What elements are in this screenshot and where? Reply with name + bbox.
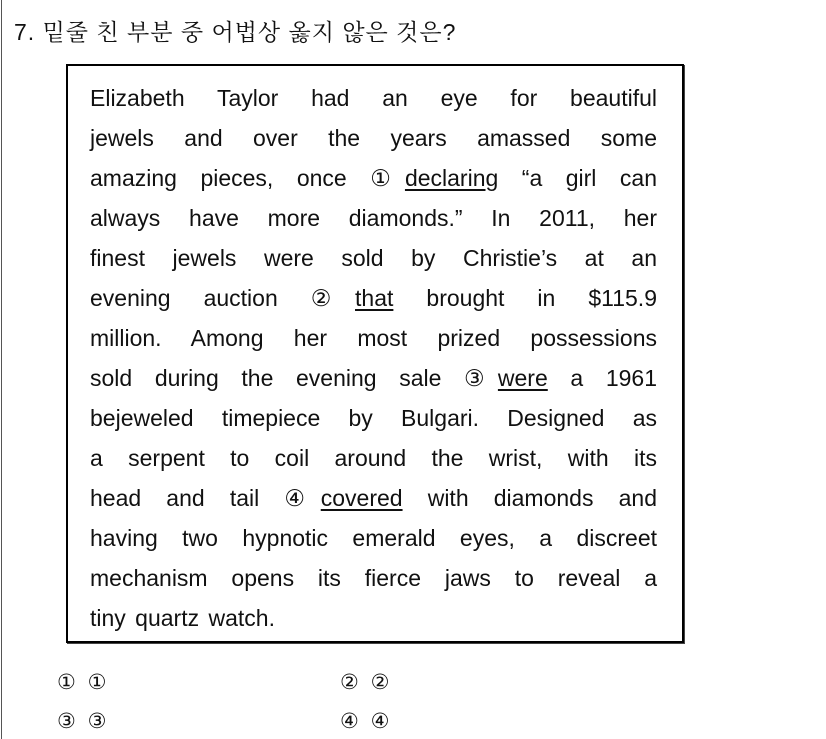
underlined-phrase: declaring — [404, 165, 499, 191]
passage-line — [90, 598, 657, 638]
underlined-phrase: that — [355, 285, 394, 311]
passage-segment: mechanism opens its fierce jaws to reveal a — [90, 565, 657, 591]
passage-segment: Elizabeth Taylor had an eye for beautiful — [90, 85, 657, 111]
passage-segment: having two hypnotic emerald eyes, a discreet — [90, 525, 657, 551]
option-text: ① — [87, 671, 107, 694]
passage-line — [90, 158, 657, 198]
passage-segment: jewels and over the years amassed some — [90, 125, 657, 151]
option-text: ③ — [87, 710, 107, 733]
passage-segment: tiny quartz watch. — [90, 605, 275, 631]
passage-segment: with diamonds and — [402, 485, 657, 511]
question-text: 밑줄 친 부분 중 어법상 옳지 않은 것은? — [42, 19, 457, 45]
option-text: ② — [370, 671, 390, 694]
passage-segment: bejeweled timepiece by Bulgari. Designed as — [90, 405, 657, 431]
option-marker: ② — [340, 671, 359, 694]
option-text: ④ — [370, 710, 390, 733]
option-1[interactable] — [57, 670, 107, 695]
passage-segment: amazing pieces, once ① — [90, 165, 405, 191]
page-left-border — [1, 0, 2, 739]
passage-segment: brought in $115.9 — [393, 285, 657, 311]
passage-line — [90, 118, 657, 158]
option-marker: ① — [57, 671, 76, 694]
passage-segment: evening auction ② — [90, 285, 356, 311]
passage-line — [90, 478, 657, 518]
question-heading — [14, 14, 456, 47]
passage-segment: million. Among her most prized possessions — [90, 325, 657, 351]
passage-segment: finest jewels were sold by Christie’s at an — [90, 245, 657, 271]
option-2[interactable] — [340, 670, 390, 695]
passage-segment: sold during the evening sale ③ — [90, 365, 498, 391]
passage-line — [90, 358, 657, 398]
option-marker: ④ — [340, 710, 359, 733]
passage-line — [90, 198, 657, 238]
passage-line — [90, 398, 657, 438]
passage-text — [90, 78, 657, 638]
option-4[interactable] — [340, 709, 390, 734]
passage-line — [90, 558, 657, 598]
passage-segment: always have more diamonds.” In 2011, her — [90, 205, 657, 231]
option-marker: ③ — [57, 710, 76, 733]
option-3[interactable] — [57, 709, 107, 734]
passage-segment: a serpent to coil around the wrist, with its — [90, 445, 657, 471]
passage-line — [90, 318, 657, 358]
passage-line — [90, 278, 657, 318]
passage-line — [90, 518, 657, 558]
passage-segment: a 1961 — [547, 365, 657, 391]
passage-segment: “a girl can — [498, 165, 657, 191]
underlined-phrase: covered — [320, 485, 403, 511]
question-number: 7. — [14, 19, 36, 45]
passage-line — [90, 78, 657, 118]
underlined-phrase: were — [497, 365, 548, 391]
passage-segment: head and tail ④ — [90, 485, 321, 511]
passage-line — [90, 438, 657, 478]
passage-line — [90, 238, 657, 278]
